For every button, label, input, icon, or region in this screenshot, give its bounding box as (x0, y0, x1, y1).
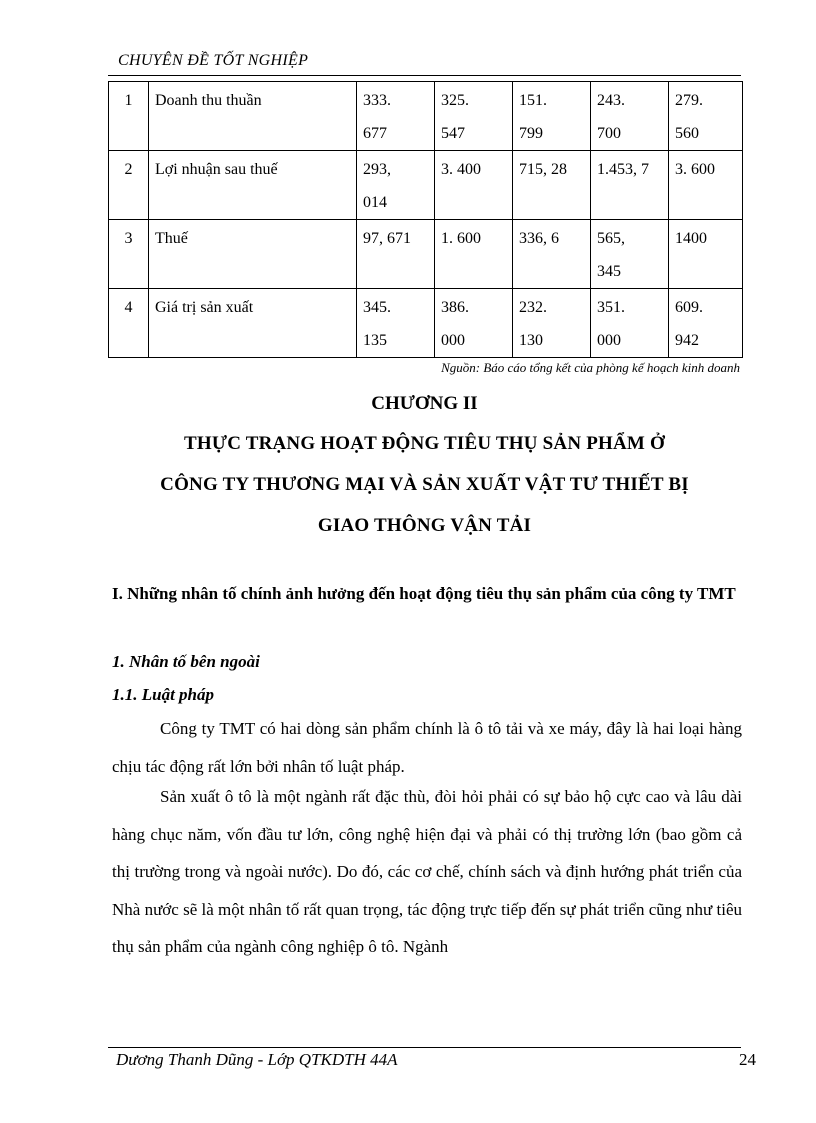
table-row (109, 82, 743, 151)
table-cell: 3. 400 (435, 151, 513, 220)
table-cell: 351. 000 (591, 289, 669, 358)
chapter-subtitle (108, 423, 741, 546)
table-cell: 1400 (669, 220, 743, 289)
table-cell: 345. 135 (357, 289, 435, 358)
footer-divider (108, 1047, 741, 1048)
table-cell: 325. 547 (435, 82, 513, 151)
chapter-subtitle-line: THỰC TRẠNG HOẠT ĐỘNG TIÊU THỤ SẢN PHẨM Ở (184, 433, 665, 454)
chapter-subtitle-line: GIAO THÔNG VẬN TẢI (317, 515, 532, 536)
sub-subsection-heading: 1.1. Luật pháp (112, 685, 215, 704)
header-divider (108, 75, 741, 76)
row-label: Thuế (149, 220, 357, 289)
table-cell: 1.453, 7 (591, 151, 669, 220)
chapter-title: CHƯƠNG II (371, 393, 478, 414)
table-cell: 151. 799 (513, 82, 591, 151)
table-cell: 97, 671 (357, 220, 435, 289)
table-cell: 232. 130 (513, 289, 591, 358)
paragraph-text: Công ty TMT có hai dòng sản phẩm chính là ô tô tải và xe máy, đây là hai loại hàng chịu tác động rất lớn bởi nhân tố luật pháp. (112, 719, 742, 776)
page-number: 24 (739, 1050, 756, 1069)
table-cell: 609. 942 (669, 289, 743, 358)
section-heading: I. Những nhân tố chính ảnh hưởng đến hoạt động tiêu thụ sản phẩm của công ty TMT (112, 584, 736, 603)
row-label: Lợi nhuận sau thuế (149, 151, 357, 220)
row-number: 1 (109, 82, 149, 151)
chapter-subtitle-line: CÔNG TY THƯƠNG MẠI VÀ SẢN XUẤT VẬT TƯ THIẾT BỊ (160, 474, 689, 495)
table-cell: 1. 600 (435, 220, 513, 289)
row-number: 4 (109, 289, 149, 358)
table-row (109, 220, 743, 289)
table-row (109, 289, 743, 358)
results-table (108, 81, 743, 358)
paragraph (112, 778, 742, 966)
table-cell: 333. 677 (357, 82, 435, 151)
row-label: Doanh thu thuần (149, 82, 357, 151)
table-cell: 336, 6 (513, 220, 591, 289)
table-cell: 243. 700 (591, 82, 669, 151)
table-cell: 565, 345 (591, 220, 669, 289)
footer-author: Dương Thanh Dũng - Lớp QTKDTH 44A (116, 1050, 398, 1069)
table-source-note: Nguồn: Báo cáo tổng kết của phòng kế hoạch kinh doanh (441, 360, 740, 375)
row-label: Giá trị sản xuất (149, 289, 357, 358)
table-cell: 293, 014 (357, 151, 435, 220)
table-row (109, 151, 743, 220)
row-number: 3 (109, 220, 149, 289)
document-header: CHUYÊN ĐỀ TỐT NGHIỆP (118, 52, 309, 69)
table-cell: 3. 600 (669, 151, 743, 220)
table-cell: 279. 560 (669, 82, 743, 151)
paragraph (112, 710, 742, 785)
paragraph-text: Sản xuất ô tô là một ngành rất đặc thù, đòi hỏi phải có sự bảo hộ cực cao và lâu dài hàng chục năm, vốn đầu tư lớn, công nghệ hiện đại và phải có thị trường lớn (bao gồm cả thị trường trong và ngoài nước). Do đó, các cơ chế, chính sách và định hướng phát triển của Nhà nước sẽ là một nhân tố rất quan trọng, tác động trực tiếp đến sự phát triển cũng như tiêu thụ sản phẩm của ngành công nghiệp ô tô. Ngành (112, 787, 742, 956)
table-cell: 715, 28 (513, 151, 591, 220)
row-number: 2 (109, 151, 149, 220)
table-cell: 386. 000 (435, 289, 513, 358)
subsection-heading: 1. Nhân tố bên ngoài (112, 652, 260, 671)
